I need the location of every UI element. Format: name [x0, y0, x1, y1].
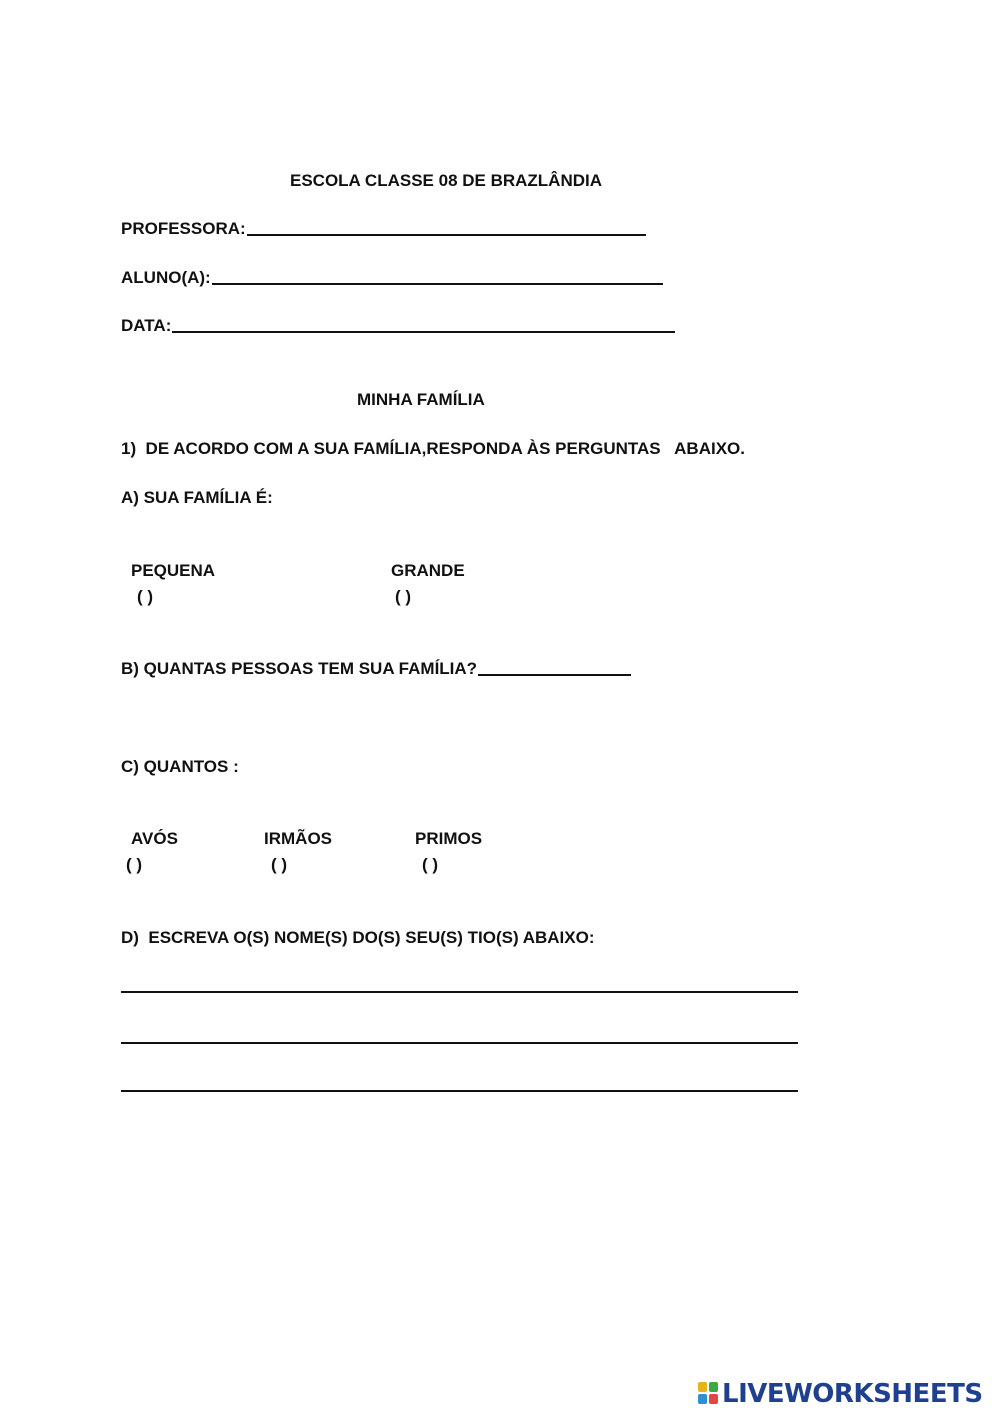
answer-line-2[interactable]	[121, 1042, 798, 1044]
option-grande-label: GRANDE	[391, 561, 465, 580]
date-label: DATA:	[121, 316, 172, 335]
teacher-field	[121, 219, 646, 239]
option-primos-label: PRIMOS	[415, 829, 483, 848]
option-grande-checkbox[interactable]: ( )	[395, 587, 412, 606]
part-c-prompt: C) QUANTOS :	[121, 757, 239, 776]
part-d-prompt: D) ESCREVA O(S) NOME(S) DO(S) SEU(S) TIO(S) ABAIXO:	[121, 928, 595, 947]
question-1: 1) DE ACORDO COM A SUA FAMÍLIA,RESPONDA ÀS PERGUNTAS ABAIXO.	[121, 439, 745, 458]
liveworksheets-logo-icon	[698, 1382, 720, 1406]
date-blank[interactable]	[172, 331, 675, 333]
part-a-prompt: A) SUA FAMÍLIA É:	[121, 488, 273, 507]
option-pequena-checkbox[interactable]: ( )	[137, 587, 154, 606]
worksheet-title: MINHA FAMÍLIA	[357, 390, 485, 409]
part-b-field	[121, 659, 631, 679]
answer-line-1[interactable]	[121, 991, 798, 993]
option-avos-input[interactable]: ( )	[126, 855, 143, 874]
part-b-prompt: B) QUANTAS PESSOAS TEM SUA FAMÍLIA?	[121, 659, 478, 678]
option-avos-label: AVÓS	[131, 829, 178, 848]
teacher-blank[interactable]	[247, 234, 646, 236]
student-label: ALUNO(A):	[121, 268, 211, 287]
date-field	[121, 316, 675, 336]
option-pequena-label: PEQUENA	[131, 561, 216, 580]
school-name: ESCOLA CLASSE 08 DE BRAZLÂNDIA	[290, 171, 603, 190]
watermark-text: LIVEWORKSHEETS	[722, 1379, 983, 1409]
teacher-label: PROFESSORA:	[121, 219, 246, 238]
liveworksheets-watermark	[698, 1379, 983, 1409]
student-blank[interactable]	[212, 283, 663, 285]
answer-line-3[interactable]	[121, 1090, 798, 1092]
option-irmaos-input[interactable]: ( )	[271, 855, 288, 874]
people-count-blank[interactable]	[478, 674, 631, 676]
student-field	[121, 268, 663, 288]
option-primos-input[interactable]: ( )	[422, 855, 439, 874]
option-irmaos-label: IRMÃOS	[264, 829, 332, 848]
